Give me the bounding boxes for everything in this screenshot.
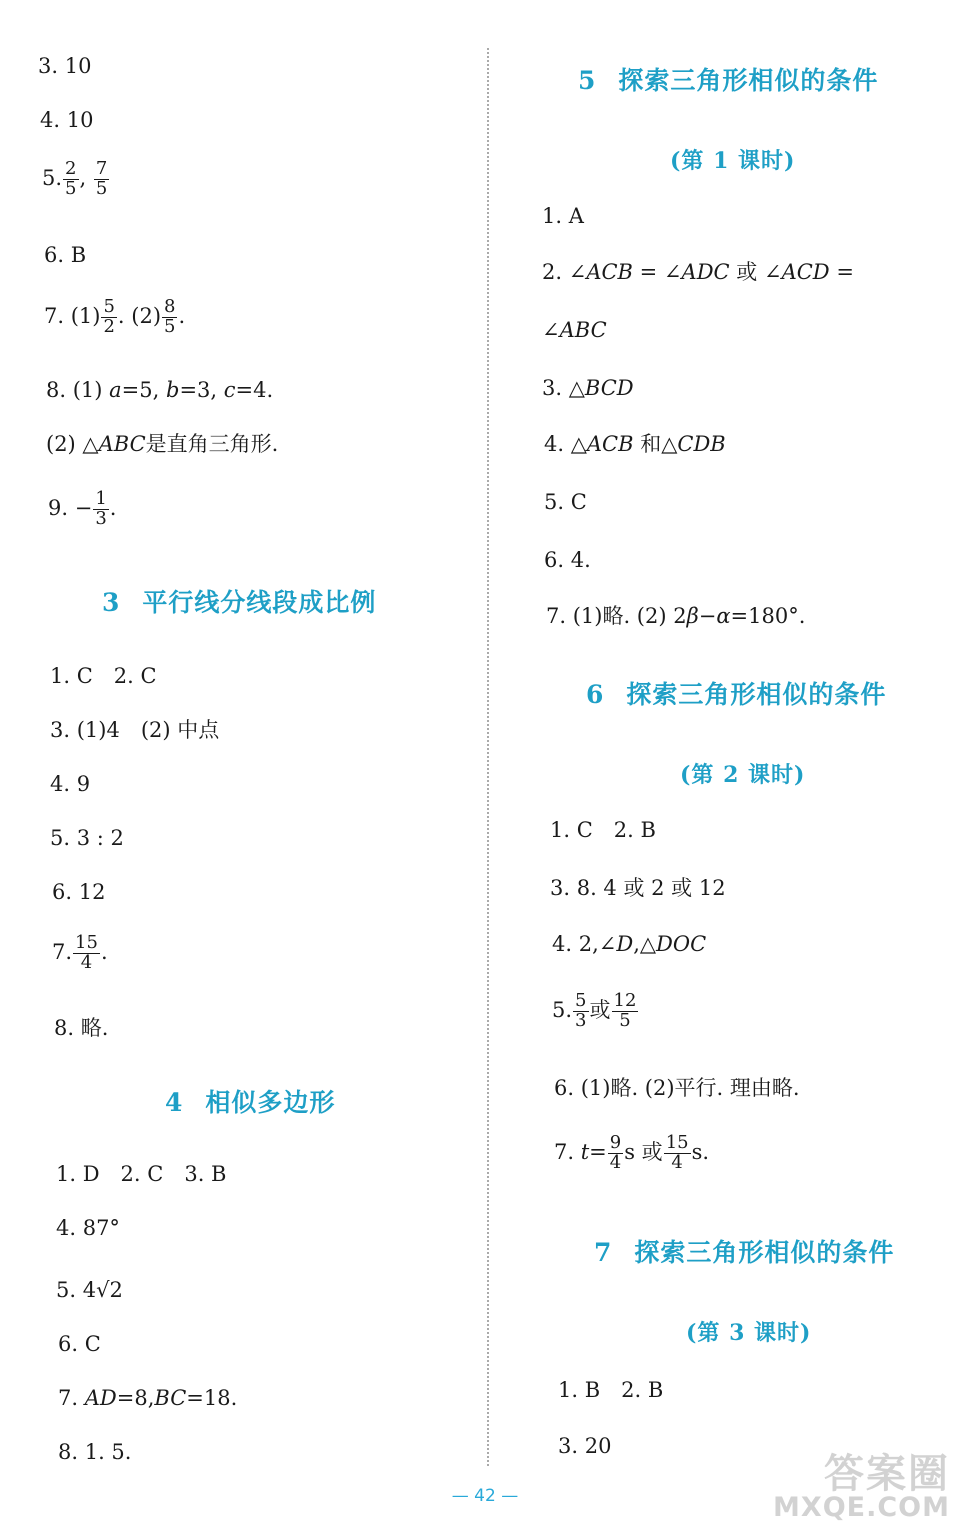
answer-7: [546, 606, 805, 627]
section-6-heading: [586, 682, 886, 707]
numerator: 15: [665, 1132, 689, 1153]
section-4-heading: [165, 1090, 335, 1115]
numerator: 5: [575, 990, 587, 1011]
denominator: 2: [103, 315, 115, 337]
section-title: 平行线分线段成比例: [142, 588, 377, 617]
answer-8: 8. 略.: [54, 1016, 109, 1040]
answer-prefix: 9. −: [48, 495, 93, 520]
fraction: [664, 1134, 691, 1173]
answer-6: 6. 12: [52, 880, 106, 904]
answer-prefix: 7.: [52, 939, 73, 964]
math-var: α: [716, 604, 731, 628]
math-var: ABC: [559, 318, 607, 342]
answer-1: 1. D 2. C 3. B: [56, 1162, 227, 1186]
numerator: 8: [164, 296, 176, 317]
answer-prefix: 7. (1): [44, 303, 101, 328]
lesson-label: (第 3 课时): [686, 1320, 812, 1346]
answer-8-2: [46, 434, 278, 455]
answer-4: 4. 87°: [56, 1216, 120, 1240]
answer-6: 6. 4.: [544, 548, 591, 572]
math-var: ADC: [681, 260, 730, 284]
math-var: DOC: [656, 932, 707, 956]
section-title: 探索三角形相似的条件: [618, 66, 879, 95]
fraction: [612, 992, 639, 1031]
denominator: 5: [619, 1009, 631, 1031]
section-title: 相似多边形: [205, 1088, 336, 1117]
numerator: 1: [95, 488, 107, 509]
section-7-heading: [594, 1240, 894, 1265]
answer-3: 3. 8. 4 或 2 或 12: [550, 876, 726, 900]
denominator: 3: [95, 507, 107, 529]
answer-9: [48, 490, 116, 529]
answer-text: 或 ∠: [729, 260, 782, 284]
fraction: [162, 298, 177, 337]
answer-prefix: 5. 4: [56, 1278, 97, 1302]
answer-3: 3. 20: [558, 1434, 612, 1458]
answer-7: [52, 934, 108, 973]
answer-prefix: 5.: [42, 165, 63, 190]
section-title: 探索三角形相似的条件: [634, 1238, 895, 1267]
answer-text: 或: [589, 997, 611, 1022]
section-number: 5: [578, 66, 597, 95]
section-number: 6: [586, 680, 605, 709]
answer-text: s 或: [624, 1139, 663, 1164]
numerator: 2: [65, 158, 77, 179]
answer-text: = ∠: [632, 260, 682, 284]
answer-prefix: ∠: [542, 318, 560, 342]
answer-text: .: [100, 939, 108, 964]
answer-3: [542, 378, 634, 399]
answer-3: 3. (1)4 (2) 中点: [50, 718, 220, 742]
answer-text: s.: [691, 1139, 710, 1164]
fraction: [608, 1134, 623, 1173]
math-var: BC: [154, 1386, 187, 1410]
answer-2-continued: [542, 320, 607, 341]
answer-text: =18.: [186, 1386, 238, 1410]
answer-text: =: [829, 260, 854, 284]
answer-text: .: [178, 303, 186, 328]
answer-text: .: [109, 495, 117, 520]
answer-6: 6. B: [44, 243, 87, 267]
answer-5: [42, 160, 110, 199]
section-number: 3: [102, 588, 121, 617]
section-number: 4: [165, 1088, 184, 1117]
fraction: [63, 160, 78, 199]
answer-8-1: [46, 380, 273, 401]
answer-text: −: [698, 604, 717, 628]
answer-1: 1. A: [542, 204, 584, 228]
answer-4: 4. 9: [50, 772, 91, 796]
answer-5: [552, 992, 639, 1031]
separator: ,: [79, 165, 87, 190]
answer-prefix: 7.: [58, 1386, 85, 1410]
answer-prefix: 7.: [554, 1139, 581, 1164]
answer-6: 6. (1)略. (2)平行. 理由略.: [554, 1076, 800, 1100]
math-var: b: [165, 378, 180, 402]
watermark-text: 答案圈: [824, 1451, 950, 1497]
column-divider: [487, 48, 489, 1466]
answer-4: [544, 434, 726, 455]
answer-prefix: 8. (1): [46, 378, 110, 402]
answer-text: . (2): [117, 303, 162, 328]
answer-text: =8,: [116, 1386, 155, 1410]
denominator: 3: [575, 1009, 587, 1031]
answer-prefix: 4. △: [544, 432, 587, 456]
answer-4: [552, 934, 706, 955]
math-var: ACB: [586, 260, 633, 284]
fraction: [573, 992, 588, 1031]
page-number: — 42 —: [451, 1486, 519, 1506]
section-title: 探索三角形相似的条件: [626, 680, 887, 709]
answer-5: [56, 1280, 123, 1301]
answer-prefix: 2. ∠: [542, 260, 587, 284]
answer-7: [58, 1388, 237, 1409]
math-var: ACB: [586, 432, 634, 456]
numerator: 5: [103, 296, 115, 317]
answer-text: 是直角三角形.: [145, 432, 279, 456]
math-var: ACD: [781, 260, 830, 284]
sqrt-value: √2: [96, 1278, 123, 1302]
numerator: 9: [609, 1132, 622, 1153]
answer-text: ,△: [633, 932, 657, 956]
numerator: 12: [613, 990, 637, 1011]
answer-3: 3. 10: [38, 54, 92, 78]
denominator: 4: [671, 1151, 683, 1173]
watermark-url: MXQE.COM: [773, 1492, 950, 1523]
lesson-label: (第 2 课时): [680, 762, 806, 788]
math-var: BCD: [584, 376, 634, 400]
fraction: [93, 490, 108, 529]
math-var: c: [223, 378, 236, 402]
watermark-logo: [768, 1442, 958, 1530]
answer-prefix: 7. (1)略. (2) 2: [546, 604, 687, 628]
denominator: 5: [164, 315, 176, 337]
denominator: 4: [80, 951, 93, 973]
math-var: D: [616, 932, 634, 956]
math-var: CDB: [677, 432, 726, 456]
math-var: ABC: [98, 432, 146, 456]
answer-prefix: 5.: [552, 997, 573, 1022]
math-var: a: [109, 378, 122, 402]
denominator: 5: [65, 177, 77, 199]
numerator: 15: [75, 932, 98, 953]
answer-text: =: [589, 1139, 607, 1164]
denominator: 5: [95, 177, 108, 199]
numerator: 7: [95, 158, 108, 179]
section-5-heading: [578, 68, 878, 93]
answer-prefix: (2) △: [46, 432, 99, 456]
lesson-label: (第 1 课时): [670, 148, 796, 174]
answer-7: [554, 1134, 709, 1173]
fraction: [94, 160, 109, 199]
math-var: β: [686, 604, 699, 628]
answer-1: 1. C 2. B: [550, 818, 656, 842]
answer-7: [44, 298, 185, 337]
section-3-heading: [102, 590, 376, 615]
answer-6: 6. C: [58, 1332, 101, 1356]
answer-5: 5. 3 : 2: [50, 826, 124, 850]
answer-8: 8. 1. 5.: [58, 1440, 132, 1464]
answer-prefix: 3. △: [542, 376, 585, 400]
answer-1: 1. C 2. C: [50, 664, 157, 688]
answer-text: =5,: [121, 378, 166, 402]
answer-4: 4. 10: [40, 108, 94, 132]
answer-text: =180°.: [730, 604, 806, 628]
answer-2: [542, 262, 854, 283]
answer-text: =3,: [179, 378, 224, 402]
answer-text: =4.: [235, 378, 274, 402]
fraction: [73, 934, 100, 973]
section-number: 7: [594, 1238, 613, 1267]
math-var: AD: [84, 1386, 117, 1410]
answer-1: 1. B 2. B: [558, 1378, 664, 1402]
answer-5: 5. C: [544, 490, 587, 514]
answer-prefix: 4. 2,∠: [552, 932, 617, 956]
answer-text: 和△: [633, 432, 678, 456]
fraction: [101, 298, 116, 337]
math-var: t: [580, 1139, 590, 1164]
denominator: 4: [609, 1151, 622, 1173]
